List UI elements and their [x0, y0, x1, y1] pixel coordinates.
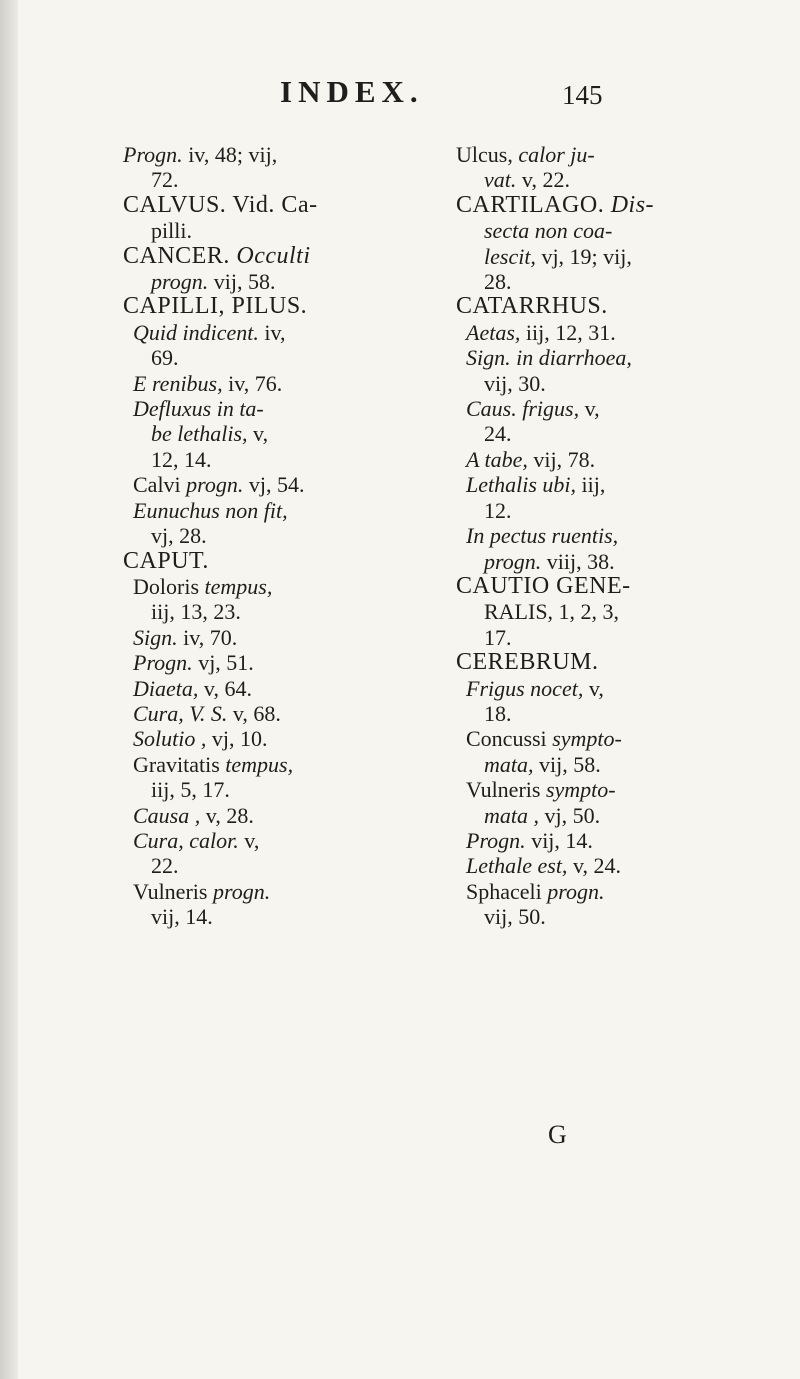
index-text: CAPILLI, PILUS. [123, 293, 308, 320]
index-line [456, 244, 746, 269]
index-line [456, 904, 746, 929]
index-line [123, 472, 393, 497]
index-line [123, 218, 393, 243]
index-text: CANCER. [123, 242, 237, 269]
index-italic-text: sympto- [552, 726, 622, 752]
index-line [123, 803, 393, 828]
page-number: 145 [562, 80, 603, 110]
index-line [123, 320, 393, 345]
index-text: iv, 70. [177, 624, 238, 650]
index-line [456, 396, 746, 421]
index-text: iij, [576, 472, 606, 498]
index-text: v, 22. [516, 167, 570, 193]
index-text: vj, 19; vij, [535, 243, 632, 269]
index-line [123, 447, 393, 472]
index-italic-text: Solutio , [133, 726, 207, 752]
index-line [123, 269, 393, 294]
index-text: vij, 14. [525, 827, 593, 853]
index-italic-text: tempus, [225, 751, 294, 777]
index-text: vj, 10. [206, 726, 268, 752]
index-line [456, 828, 746, 853]
index-line [456, 421, 746, 446]
index-text: 24. [484, 421, 512, 447]
index-text: CARTILAGO. [456, 191, 611, 218]
index-italic-text: vat. [484, 167, 517, 193]
index-line [456, 650, 746, 675]
index-text: vij, 50. [484, 904, 546, 930]
index-text: pilli. [151, 218, 192, 244]
index-line [123, 396, 393, 421]
index-text: v, [583, 675, 604, 701]
index-italic-text: Diaeta, [133, 675, 199, 701]
index-line [456, 447, 746, 472]
index-line [456, 320, 746, 345]
index-line [123, 421, 393, 446]
index-text: 28. [484, 269, 512, 295]
index-line [456, 752, 746, 777]
index-column-left [123, 142, 393, 930]
index-line [456, 777, 746, 802]
index-text: CAUTIO GENE- [456, 572, 631, 599]
index-line [456, 345, 746, 370]
index-line [123, 777, 393, 802]
page-header: INDEX. [280, 74, 424, 109]
index-line [123, 574, 393, 599]
index-line [123, 650, 393, 675]
index-line [123, 294, 393, 319]
index-text: vj, 28. [151, 523, 207, 549]
index-line [123, 701, 393, 726]
index-italic-text: progn. [547, 878, 605, 904]
index-italic-text: calor ju- [518, 142, 595, 167]
index-line [456, 218, 746, 243]
index-line [456, 472, 746, 497]
index-italic-text: A tabe, [466, 446, 528, 472]
index-italic-text: Frigus nocet, [466, 675, 584, 701]
index-text: 72. [151, 167, 179, 193]
index-text: vj, 51. [192, 650, 254, 676]
index-text: vj, 54. [243, 472, 305, 498]
index-text: vj, 50. [539, 802, 601, 828]
index-text: vij, 78. [527, 446, 596, 472]
index-text: v, 68. [227, 700, 281, 726]
index-text: vij, 58. [208, 269, 276, 295]
index-italic-text: Progn. [133, 650, 193, 676]
index-text: v, [579, 396, 600, 422]
index-line [123, 726, 393, 751]
index-text: CATARRHUS. [456, 293, 608, 320]
index-italic-text: be lethalis, [151, 421, 248, 447]
index-text: v, [238, 827, 260, 853]
index-italic-text: progn. [212, 878, 271, 904]
index-italic-text: tempus, [204, 573, 273, 599]
index-line [123, 498, 393, 523]
index-line [123, 167, 393, 192]
index-line [456, 574, 746, 599]
index-line [456, 625, 746, 650]
index-line [456, 269, 746, 294]
index-text: Sphaceli [466, 878, 548, 904]
index-italic-text: Occulti [236, 242, 311, 269]
index-line [123, 371, 393, 396]
index-italic-text: Eunuchus non fit, [133, 497, 288, 523]
index-line [456, 853, 746, 878]
index-italic-text: Sign. [133, 624, 178, 650]
index-line [456, 193, 746, 218]
index-italic-text: E renibus, [133, 370, 223, 396]
index-italic-text: progn. [484, 548, 542, 574]
index-italic-text: lescit, [484, 243, 536, 269]
index-line [123, 904, 393, 929]
index-text: 12, 14. [151, 446, 212, 472]
index-line [123, 523, 393, 548]
index-line [456, 726, 746, 751]
index-line [123, 345, 393, 370]
index-italic-text: progn. [186, 472, 244, 498]
index-italic-text: Caus. frigus, [466, 396, 580, 422]
index-italic-text: In pectus ruentis, [466, 523, 619, 549]
index-line [123, 828, 393, 853]
index-line [456, 676, 746, 701]
index-italic-text: progn. [151, 269, 209, 295]
index-italic-text: mata , [484, 802, 539, 828]
index-text: viij, 38. [541, 548, 615, 574]
index-line [456, 498, 746, 523]
index-italic-text: Lethalis ubi, [466, 472, 577, 498]
index-text: 17. [484, 624, 512, 650]
index-line [123, 752, 393, 777]
index-italic-text: Defluxus in ta- [133, 396, 264, 422]
index-italic-text: Sign. in diarrhoea, [466, 345, 632, 371]
index-line [456, 523, 746, 548]
index-text: CAPUT. [123, 547, 209, 574]
index-text: 69. [151, 345, 179, 371]
index-text: iv, [258, 319, 286, 345]
index-line [456, 167, 746, 192]
index-italic-text: mata, [484, 751, 534, 777]
index-text: Concussi [466, 726, 553, 752]
index-line [456, 701, 746, 726]
index-text: v, 64. [198, 675, 252, 701]
index-line [456, 142, 746, 167]
index-line [123, 853, 393, 878]
index-italic-text: Lethale est, [466, 853, 568, 879]
index-text: RALIS, 1, 2, 3, [484, 599, 620, 625]
index-line [123, 142, 393, 167]
index-text: Ulcus, [456, 142, 519, 167]
index-text: CEREBRUM. [456, 649, 599, 676]
index-line [456, 879, 746, 904]
index-italic-text: Cura, calor. [133, 827, 239, 853]
index-text: v, [247, 421, 269, 447]
index-italic-text: secta non coa- [484, 218, 613, 244]
binding-edge [0, 0, 18, 1379]
index-text: iv, 48; vij, [182, 142, 278, 167]
index-line [456, 599, 746, 624]
index-text: 12. [484, 497, 512, 523]
index-italic-text: Dis- [610, 191, 655, 218]
index-text: iij, 12, 31. [520, 319, 616, 345]
index-line [123, 193, 393, 218]
index-text: v, 24. [567, 853, 622, 879]
index-italic-text: Progn. [123, 142, 183, 167]
index-text: Calvi [133, 472, 187, 498]
index-italic-text: Quid indicent. [133, 319, 259, 345]
index-line [123, 244, 393, 269]
index-text: CALVUS. Vid. Ca- [123, 191, 318, 218]
index-line [456, 371, 746, 396]
index-italic-text: Cura, V. S. [133, 700, 228, 726]
index-line [123, 879, 393, 904]
index-text: Doloris [133, 573, 205, 599]
index-line [123, 549, 393, 574]
index-text: iij, 13, 23. [151, 599, 241, 625]
index-text: v, 28. [200, 802, 254, 828]
index-line [123, 676, 393, 701]
signature-mark: G [548, 1120, 567, 1149]
index-text: Gravitatis [133, 751, 226, 777]
index-text: iv, 76. [222, 370, 283, 396]
index-line [456, 549, 746, 574]
index-text: 22. [151, 853, 179, 879]
index-italic-text: Progn. [466, 827, 526, 853]
index-line [456, 803, 746, 828]
index-text: vij, 14. [151, 904, 213, 930]
index-text: 18. [484, 700, 512, 726]
index-column-right [456, 142, 746, 930]
index-text: vij, 30. [484, 370, 546, 396]
index-line [456, 294, 746, 319]
index-text: vij, 58. [533, 751, 601, 777]
index-italic-text: Causa , [133, 802, 201, 828]
index-italic-text: sympto- [545, 777, 616, 803]
index-line [123, 599, 393, 624]
index-italic-text: Aetas, [466, 319, 521, 345]
index-text: Vulneris [466, 777, 546, 803]
index-line [123, 625, 393, 650]
index-text: iij, 5, 17. [151, 777, 230, 803]
index-text: Vulneris [133, 878, 213, 904]
